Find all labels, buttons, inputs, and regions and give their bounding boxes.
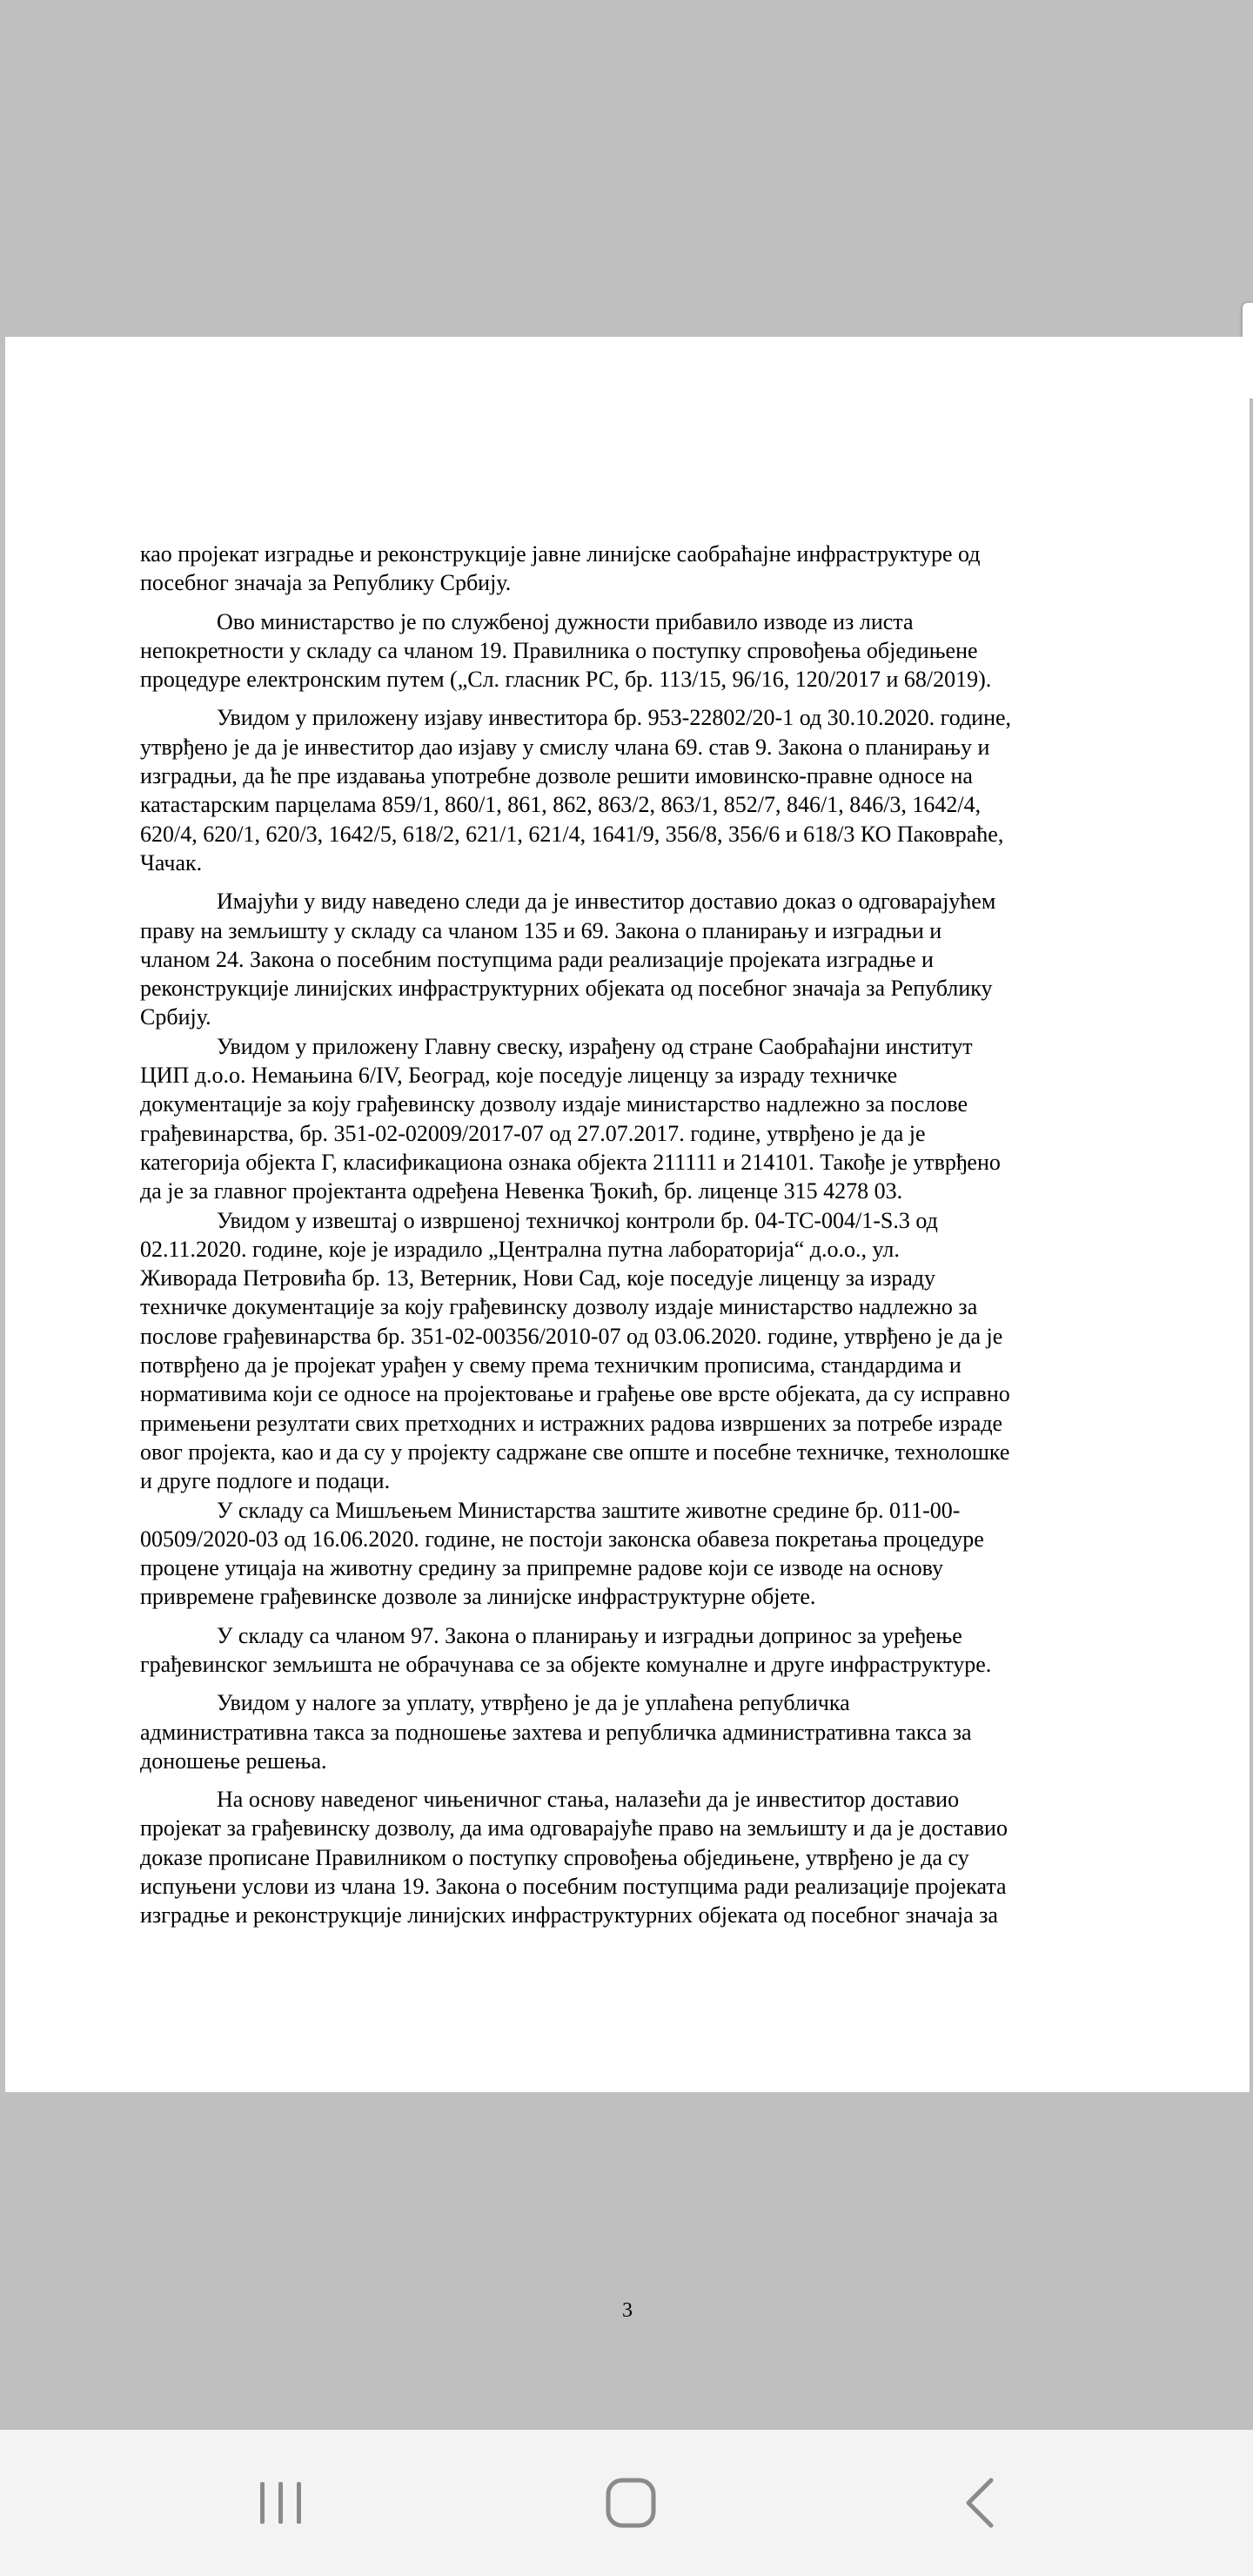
paragraph: Увидом у налоге за уплату, утврђено је да је уплаћена републичка административна такса за подношење захтева и републичка административна такса за доношење решења. (140, 1690, 972, 1774)
page-number: 3 (622, 2299, 633, 2322)
system-navigation-bar (0, 2430, 1253, 2576)
paragraph: Увидом у приложену изјаву инвеститора бр. 953-22802/20-1 од 30.10.2020. године, утврђено је да је инвеститор дао изјаву у смислу члана 69. став 9. Закона о планирању и изградњи, да ће пре издавања употребне дозволе решити имовинско-правне односе на катастарским парцелама 859/1, 860/1, 861, 862, 863/2, 863/1, 852/7, 846/1, 846/3, 1642/4, 620/4, 620/1, 620/3, 1642/5, 618/2, 621/1, 621/4, 1641/9, 356/8, 356/6 и 618/3 КО Паковраће, Чачак. (140, 705, 1012, 875)
paragraph: У складу са Мишљењем Министарства заштите животне средине бр. 011-00- 00509/2020-03 од 16.06.2020. године, не постоји законска обавеза покретања процедуре процене утицаја на животну средину за припремне радове који се изводе на основу привремене грађевинске дозволе за линијске инфраструктурне објете. (140, 1497, 984, 1610)
paragraph: Имајући у виду наведено следи да је инвеститор доставио доказ о одговарајућем праву на земљишту у складу са чланом 135 и 69. Закона о планирању и изградњи и чланом 24. Закона о посебним поступцима ради реализације пројеката изградње и реконструкције линијских инфраструктурних објеката од посебног значаја за Републику Србију. (140, 889, 996, 1030)
back-button[interactable] (911, 2430, 1050, 2576)
paragraph: На основу наведеног чињеничног стања, налазећи да је инвеститор доставио пројекат за грађевинску дозволу, да има одговарајуће право на земљишту и да је доставио доказе прописане Правилником о поступку спровођења обједињене, утврђено је да су испуњени услови из члана 19. Закона о посебним поступцима ради реализације пројеката изградње и реконструкције линијских инфраструктурних објеката од посебног значаја за (140, 1787, 1008, 1929)
recent-apps-button[interactable] (211, 2430, 351, 2576)
paragraph: Увидом у приложену Главну свеску, израђену од стране Саобраћајни институт ЦИП д.о.о. Немањина 6/IV, Београд, које поседује лиценцу за израду техничке документације за коју грађевинску дозволу издаје министарство надлежно за послове грађевинарства, бр. 351-02-02009/2017-07 од 27.07.2017. године, утврђено је да је категорија објекта Г, класификациона ознака објекта 211111 и 214101. Такође је утврђено да је за главног пројектанта одређена Невенка Ђокић, бр. лиценце 315 4278 03. (140, 1033, 1001, 1204)
paragraph: Увидом у извештај о извршеној техничкој контроли бр. 04-ТС-004/1-S.3 од 02.11.2020. године, које је израдило „Централна путна лабораторија“ д.о.о., ул. Живорада Петровића бр. 13, Ветерник, Нови Сад, које поседује лиценцу за израду техничке документације за коју грађевинску дозволу издаје министарство надлежно за послове грађевинарства бр. 351-02-00356/2010-07 од 03.06.2020. године, утврђено је да је потврђено да је пројекат урађен у свему према техничким прописима, стандардима и нормативима који се односе на пројектовање и грађење ове врсте објеката, да су исправно примењени резултати свих претходних и истражних радова извршених за потребе израде овог пројекта, као и да су у пројекту садржане све опште и посебне техничке, технолошке и друге подлоге и подаци. (140, 1207, 1010, 1494)
home-button[interactable] (561, 2430, 700, 2576)
recent-apps-icon (257, 2477, 305, 2529)
home-icon (603, 2475, 659, 2531)
paragraph: У складу са чланом 97. Закона о планирању и изградњи допринос за уређење грађевинског земљишта не обрачунава се за објекте комуналне и друге инфраструктуре. (140, 1622, 992, 1677)
back-icon (960, 2475, 1002, 2531)
document-body (140, 540, 1096, 1930)
paragraph: као пројекат изградње и реконструкције јавне линијске саобраћајне инфраструктуре од посебног значаја за Републику Србију. (140, 541, 981, 596)
paragraph: Ово министарство је по службеној дужности прибавило изводе из листа непокретности у складу са чланом 19. Правилника о поступку спровођења обједињене процедуре електронским путем („Сл. гласник РС, бр. 113/15, 96/16, 120/2017 и 68/2019). (140, 608, 992, 693)
